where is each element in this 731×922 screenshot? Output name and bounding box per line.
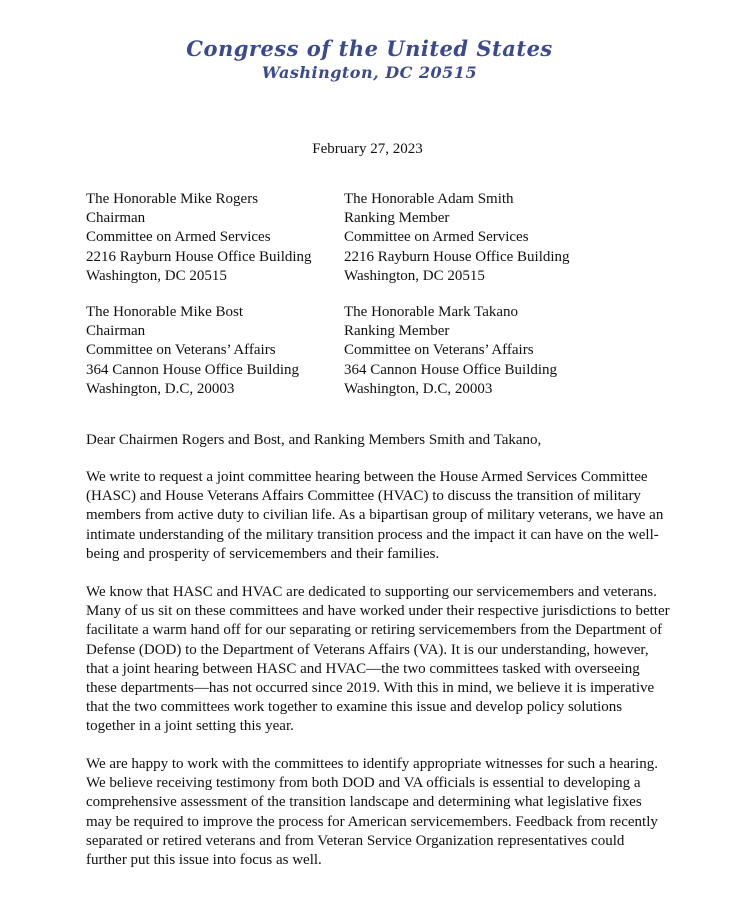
paragraph-3 <box>86 755 666 870</box>
paragraph-line: We know that HASC and HVAC are dedicated to supporting our servicemembers and veterans. <box>86 584 657 600</box>
paragraph-line: separated or retired veterans and from Veteran Service Organization representatives could <box>86 832 625 849</box>
recipient-title: Ranking Member <box>344 323 450 340</box>
paragraph-line: that the two committees work together to examine this issue and develop policy solutions <box>86 699 623 716</box>
letter-date: February 27, 2023 <box>312 141 423 157</box>
recipient-block-rogers <box>86 190 312 286</box>
recipient-building: 2216 Rayburn House Office Building <box>344 248 570 265</box>
letterhead <box>0 36 731 84</box>
paragraph-line: may be required to improve the process for American servicemembers. Feedback from recently <box>86 813 658 830</box>
paragraph-1 <box>86 468 666 564</box>
paragraph-line: these departments—has not occurred since 2019. With this in mind, we believe it is imperative <box>86 679 655 696</box>
recipient-city: Washington, D.C, 20003 <box>344 380 493 397</box>
recipient-block-bost <box>86 303 299 399</box>
paragraph-line: comprehensive assessment of the transition landscape and determining what legislative fixes <box>86 794 642 811</box>
recipient-title: Chairman <box>86 210 146 227</box>
recipient-block-smith <box>344 190 570 286</box>
paragraph-line: We believe receiving testimony from both DOD and VA officials is essential to developing a <box>86 775 641 792</box>
recipient-building: 364 Cannon House Office Building <box>344 361 558 378</box>
recipient-name: The Honorable Mark Takano <box>344 304 519 320</box>
recipient-name: The Honorable Mike Bost <box>86 304 244 320</box>
recipient-committee: Committee on Veterans’ Affairs <box>344 342 534 359</box>
paragraph-line: being and prosperity of servicemembers and their families. <box>86 545 440 562</box>
recipient-city: Washington, DC 20515 <box>86 267 227 284</box>
paragraph-line: together in a joint setting this year. <box>86 718 294 735</box>
paragraph-line: (HASC) and House Veterans Affairs Committee (HVAC) to discuss the transition of military <box>86 488 641 505</box>
paragraph-line: Many of us sit on these committees and have worked under their respective jurisdictions to better <box>86 603 670 620</box>
recipient-building: 2216 Rayburn House Office Building <box>86 248 312 265</box>
paragraph-line: We write to request a joint committee hearing between the House Armed Services Committee <box>86 469 648 485</box>
recipient-city: Washington, DC 20515 <box>344 267 485 284</box>
letterhead-title: Congress of the United States <box>186 36 553 61</box>
recipient-name: The Honorable Adam Smith <box>344 191 514 207</box>
recipient-committee: Committee on Armed Services <box>344 229 529 246</box>
salutation: Dear Chairmen Rogers and Bost, and Ranking Members Smith and Takano, <box>86 432 542 448</box>
paragraph-line: further put this issue into focus as well. <box>86 851 322 868</box>
paragraph-line: Defense (DOD) to the Department of Veterans Affairs (VA). It is our understanding, however, <box>86 641 649 658</box>
paragraph-line: We are happy to work with the committees to identify appropriate witnesses for such a hearing. <box>86 756 658 772</box>
recipient-title: Ranking Member <box>344 210 450 227</box>
recipient-committee: Committee on Armed Services <box>86 229 271 246</box>
paragraph-line: that a joint hearing between HASC and HVAC—the two committees tasked with overseeing <box>86 660 640 677</box>
recipient-title: Chairman <box>86 323 146 340</box>
recipient-block-takano <box>344 303 557 399</box>
letterhead-subtitle: Washington, DC 20515 <box>261 63 478 82</box>
recipient-city: Washington, D.C, 20003 <box>86 380 235 397</box>
recipient-building: 364 Cannon House Office Building <box>86 361 300 378</box>
paragraph-line: members from active duty to civilian life. As a bipartisan group of military veterans, we have an <box>86 507 664 524</box>
paragraph-2 <box>86 583 670 737</box>
recipient-name: The Honorable Mike Rogers <box>86 191 259 207</box>
paragraph-line: intimate understanding of the military transition process and the impact it can have on the well- <box>86 526 659 543</box>
recipient-committee: Committee on Veterans’ Affairs <box>86 342 276 359</box>
paragraph-line: facilitate a warm hand off for our separating or retiring servicemembers from the Department of <box>86 622 663 639</box>
